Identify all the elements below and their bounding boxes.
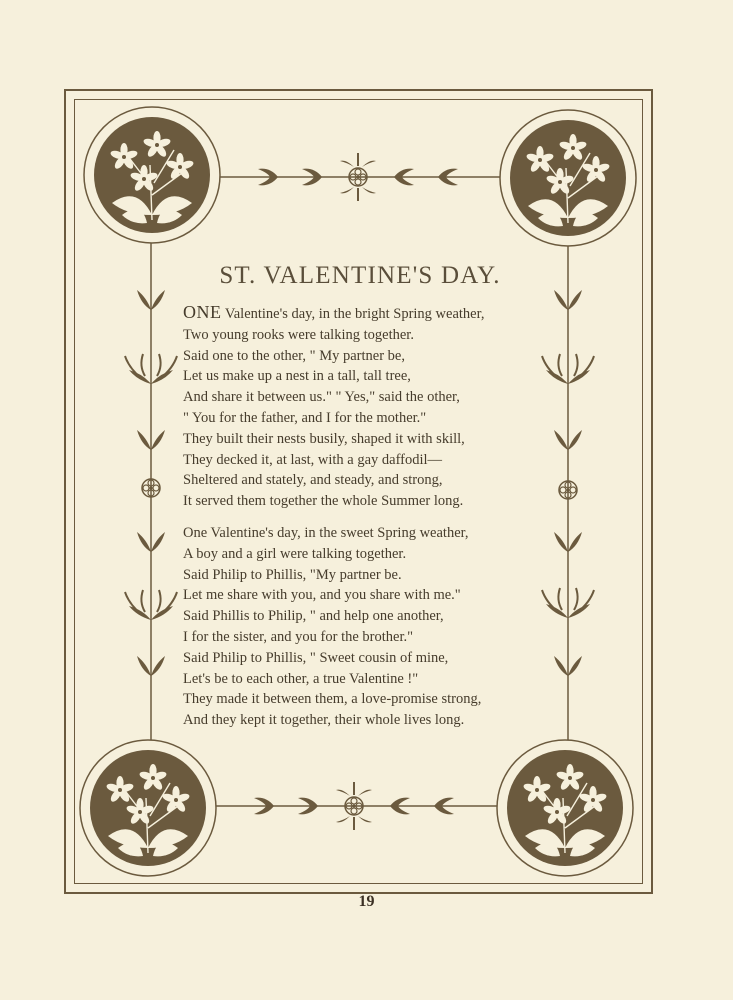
poem-line: Two young rooks were talking together. <box>183 326 414 343</box>
poem-line: Let's be to each other, a true Valentine !" <box>183 670 419 687</box>
poem-line: It served them together the whole Summer long. <box>183 493 464 510</box>
poem-line: Sheltered and stately, and steady, and strong, <box>183 472 443 489</box>
poem-line: ONE Valentine's day, in the bright Spring weather, <box>183 302 485 322</box>
poem-stanza-1 <box>183 302 563 512</box>
poem-line: And share it between us." " Yes," said the other, <box>183 389 460 406</box>
corner-medallion-bottom-left <box>80 740 216 876</box>
poem-line: Let us make up a nest in a tall, tall tree, <box>183 368 411 385</box>
poem-line: I for the sister, and you for the brother." <box>183 628 414 645</box>
poem-line: Said one to the other, " My partner be, <box>183 347 405 364</box>
poem-line: And they kept it together, their whole lives long. <box>183 712 465 729</box>
poem-line: A boy and a girl were talking together. <box>183 545 407 562</box>
poem-line: One Valentine's day, in the sweet Spring weather, <box>183 525 469 541</box>
page-title: ST. VALENTINE'S DAY. <box>219 262 501 289</box>
poem-stanza-2 <box>183 523 563 731</box>
page-number: 19 <box>358 893 375 910</box>
drop-word: ONE <box>183 302 222 322</box>
poem-line: Said Philip to Phillis, " Sweet cousin of mine, <box>183 649 449 666</box>
poem-line: Said Philip to Phillis, "My partner be. <box>183 566 402 583</box>
poem-line: They built their nests busily, shaped it with skill, <box>183 430 465 447</box>
poem-line: Let me share with you, and you share with me." <box>183 587 461 604</box>
poem-line: Said Phillis to Philip, " and help one another, <box>183 608 444 625</box>
poem-line: They made it between them, a love-promise strong, <box>183 691 482 708</box>
corner-medallion-bottom-right <box>497 740 633 876</box>
poem-line: They decked it, at last, with a gay daffodil— <box>183 451 443 468</box>
corner-medallion-top-left <box>84 107 220 243</box>
corner-medallion-top-right <box>500 110 636 246</box>
poem-line: " You for the father, and I for the mother." <box>183 409 427 426</box>
